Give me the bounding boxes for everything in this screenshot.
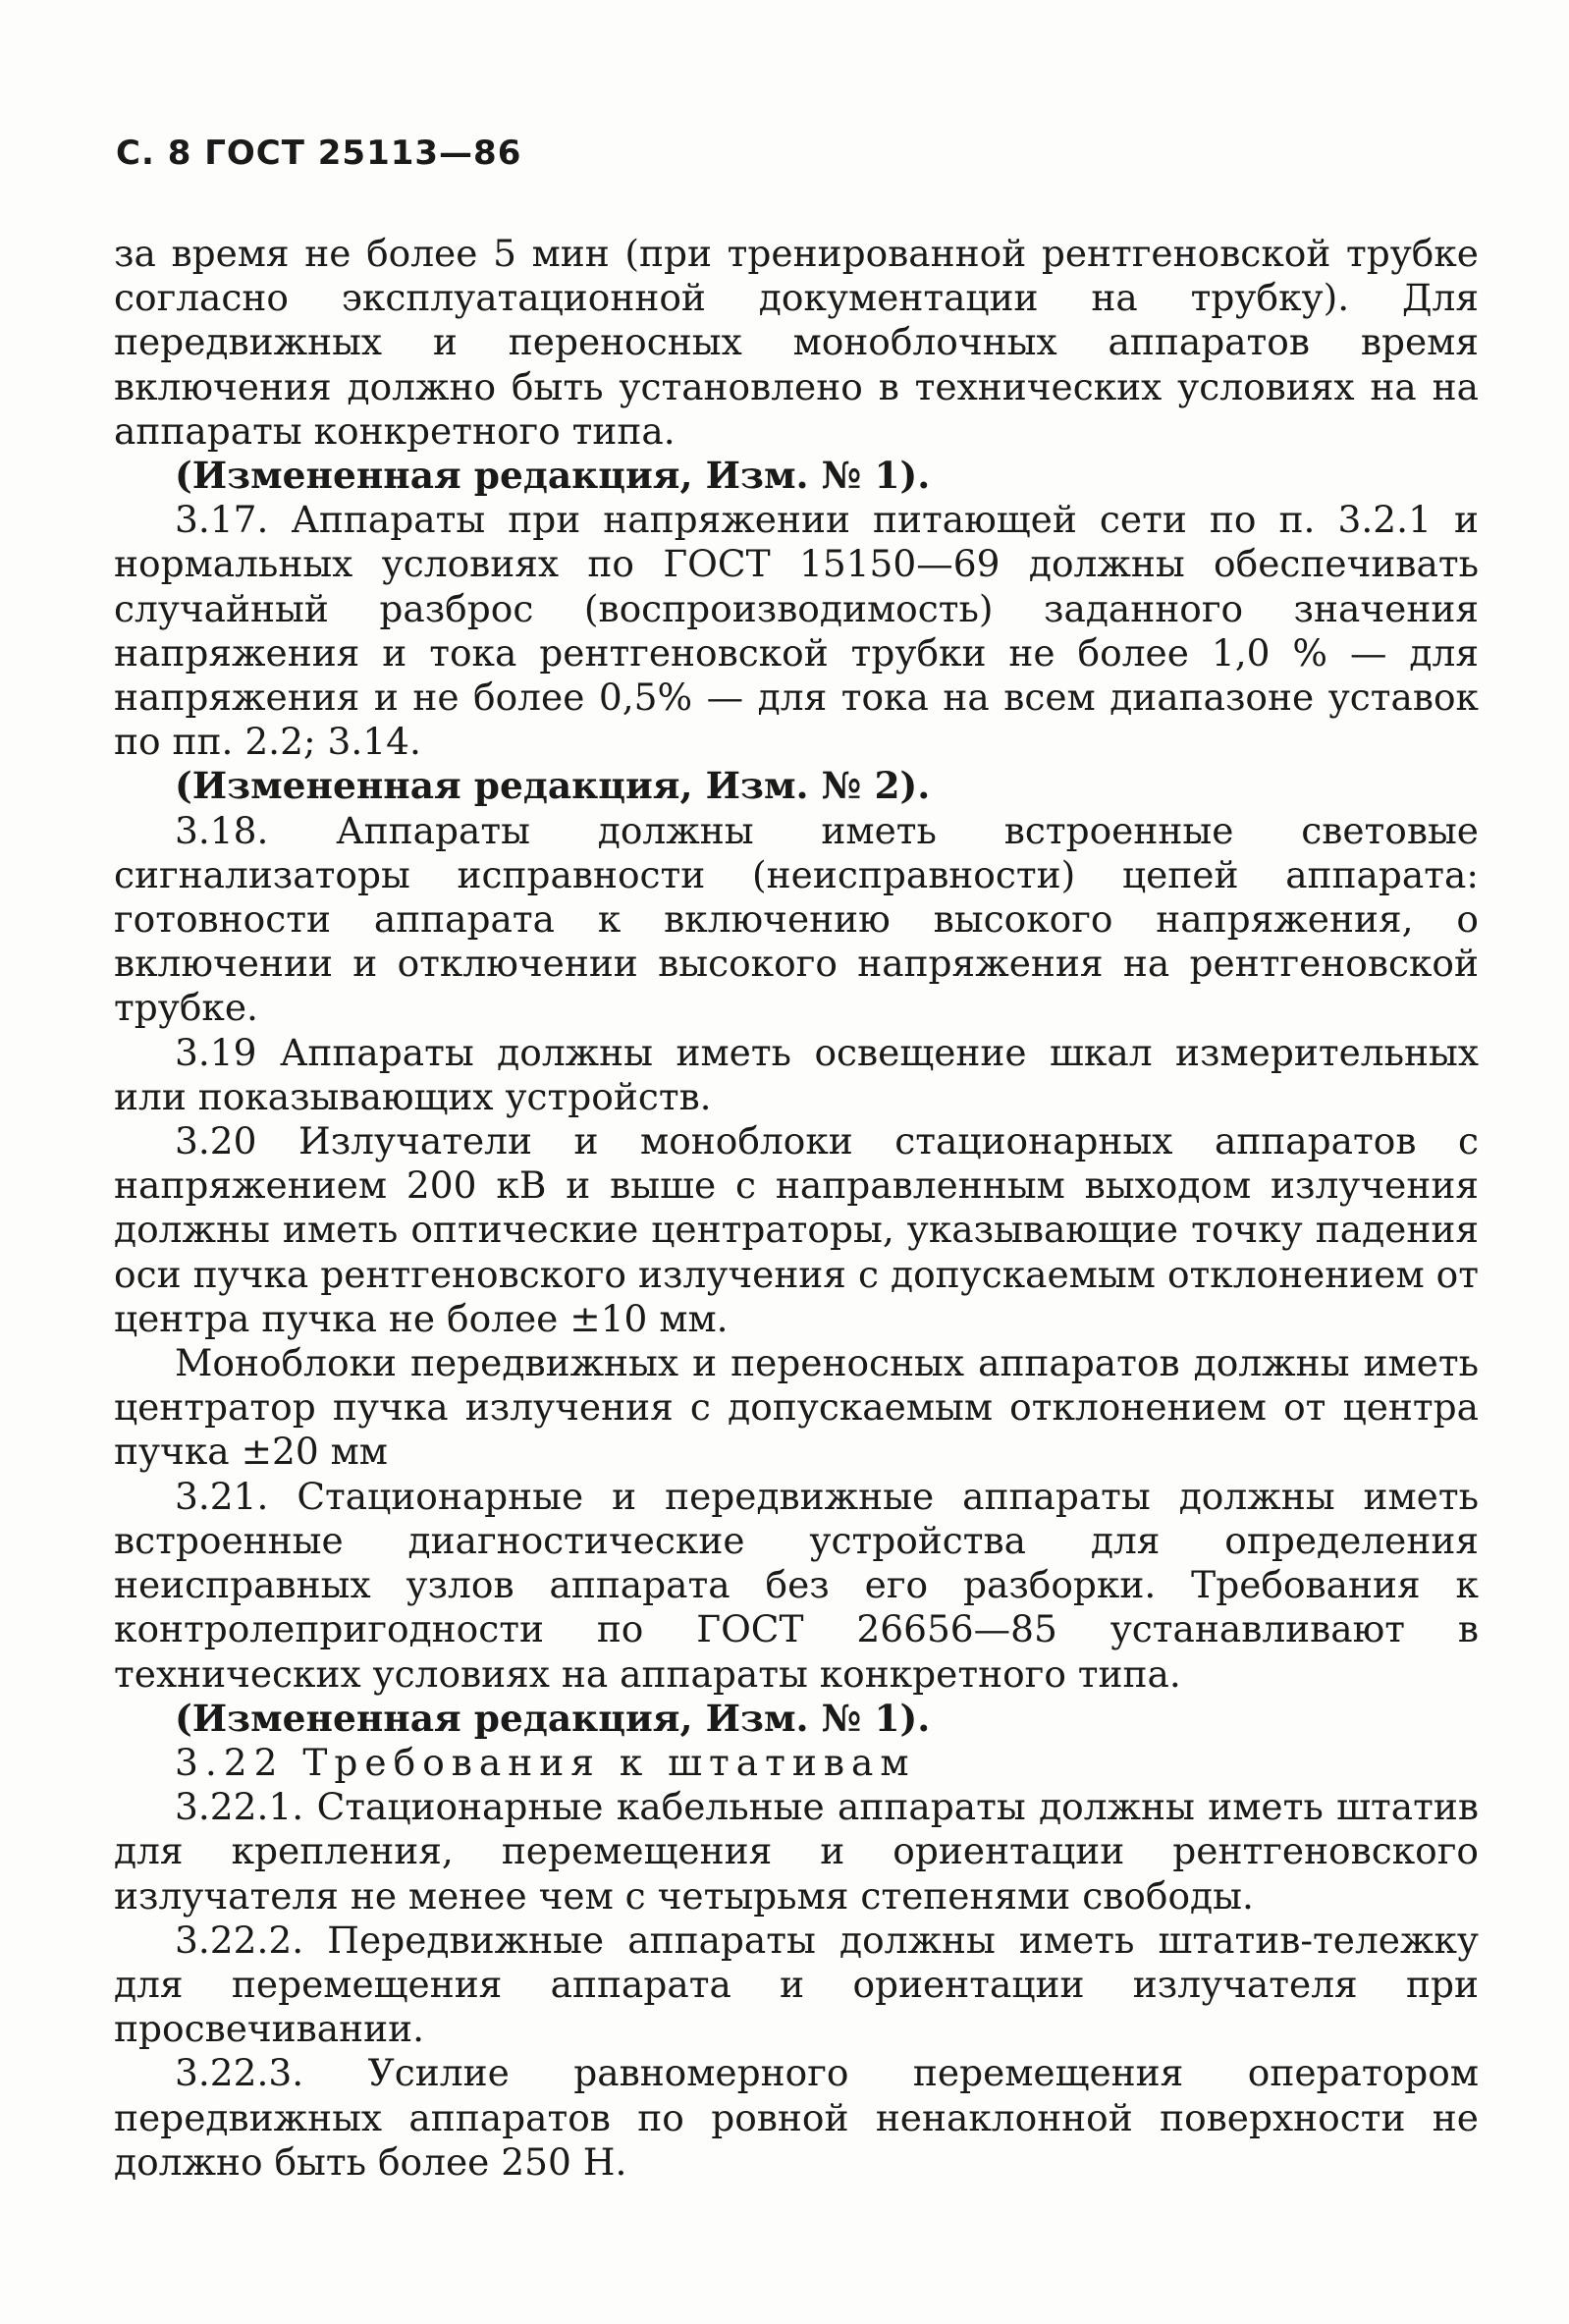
clause-3-19: 3.19 Аппараты должны иметь освещение шкал измерительных или показывающих устройств.: [114, 1030, 1479, 1118]
clause-3-22-3: 3.22.3. Усилие равномерного перемещения оператором передвижных аппаратов по ровной ненаклонной поверхности не должно быть более 250 Н.: [114, 2051, 1479, 2184]
clause-3-21: 3.21. Стационарные и передвижные аппараты должны иметь встроенные диагностические устройства для определения неисправных узлов аппарата без его разборки. Требования к контролепригодности по ГОСТ 26656—85 устанавливают в технических условиях на аппараты конкретного типа.: [114, 1474, 1479, 1696]
amendment-note: (Измененная редакция, Изм. № 2).: [175, 764, 931, 808]
clause-3-22-1: 3.22.1. Стационарные кабельные аппараты должны иметь штатив для крепления, перемещения и ориентации рентгеновского излучателя не менее чем с четырьмя степенями свободы.: [114, 1785, 1479, 1918]
clause-3-18: 3.18. Аппараты должны иметь встроенные световые сигнализаторы исправности (неисправности) цепей аппарата: готовности аппарата к включению высокого напряжения, о включении и отключении высокого напряжения на рентгеновской трубке.: [114, 808, 1479, 1030]
clause-3-20-monoblocks: Моноблоки передвижных и переносных аппаратов должны иметь центратор пучка излучения с допускаемым отклонением от центра пучка ±20 мм: [114, 1341, 1479, 1474]
clause-3-17: 3.17. Аппараты при напряжении питающей сети по п. 3.2.1 и нормальных условиях по ГОСТ 15150—69 должны обеспечивать случайный разброс (воспроизводимость) заданного значения напряжения и тока рентгеновской трубки не более 1,0 % — для напряжения и не более 0,5% — для тока на всем диапазоне уставок по пп. 2.2; 3.14.: [114, 498, 1479, 764]
document-body: [114, 232, 1479, 2185]
page-header: С. 8 ГОСТ 25113—86: [116, 134, 522, 173]
section-heading-3-22: 3.22 Требования к штативам: [175, 1740, 916, 1784]
paragraph-continuation: за время не более 5 мин (при тренированной рентгеновской трубке согласно эксплуатационной документации на трубку). Для передвижных и переносных моноблочных аппаратов время включения должно быть установлено в технических условиях на на аппараты конкретного типа.: [114, 232, 1479, 453]
amendment-note: (Измененная редакция, Изм. № 1).: [175, 1696, 931, 1740]
clause-3-22-2: 3.22.2. Передвижные аппараты должны иметь штатив-тележку для перемещения аппарата и ориентации излучателя при просвечивании.: [114, 1918, 1479, 2051]
clause-3-20: 3.20 Излучатели и моноблоки стационарных аппаратов с напряжением 200 кВ и выше с направленным выходом излучения должны иметь оптические центраторы, указывающие точку падения оси пучка рентгеновского излучения с допускаемым отклонением от центра пучка не более ±10 мм.: [114, 1119, 1479, 1340]
amendment-note: (Измененная редакция, Изм. № 1).: [175, 454, 931, 498]
